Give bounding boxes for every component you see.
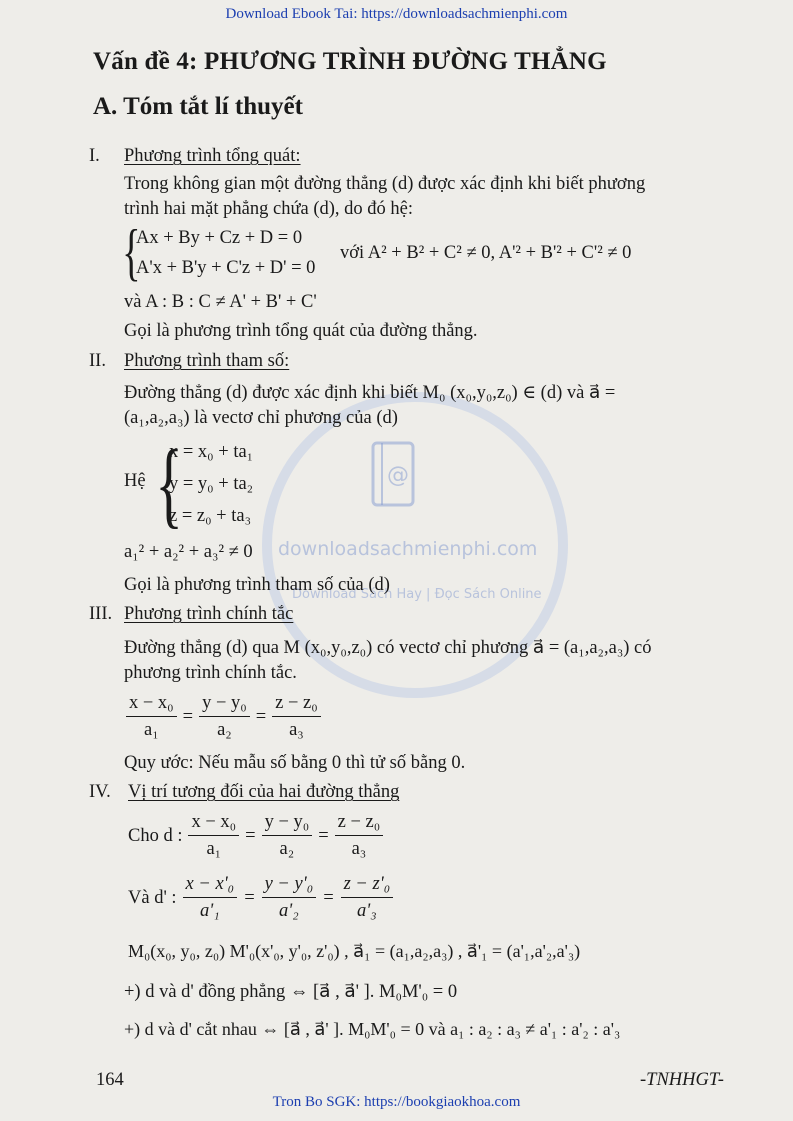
- part2-text-line1: Đường thẳng (d) được xác định khi biết M₀ (x₀,y₀,z₀) ∈ (d) và a⃗ =: [124, 383, 616, 403]
- brace: {: [155, 430, 183, 537]
- part1-conclusion: Gọi là phương trình tổng quát của đường thẳng.: [124, 321, 478, 341]
- watermark-text: downloadsachmienphi.com: [278, 538, 538, 560]
- part1-heading: Phương trình tổng quát:: [124, 146, 301, 166]
- part1-text-line1: Trong không gian một đường thẳng (d) được xác định khi biết phương: [124, 174, 646, 194]
- part4-line-dprime: Và d' : $\frac{\text{x − x'₀}}{\text{a'₁}}$ = $\frac{\text{y − y'₀}}{\text{a'₂}}$ = $\frac{\text{z − z'₀}}{\text{a'₃}}$: [124, 874, 395, 922]
- part4-number: IV.: [89, 782, 111, 802]
- footer-sgk-link[interactable]: Tron Bo SGK: https://bookgiaokhoa.com: [272, 1094, 521, 1110]
- watermark-subtext: Download Sách Hay | Đọc Sách Online: [292, 587, 542, 602]
- part2-equation-x: x = x₀ + ta₁: [169, 442, 254, 462]
- fraction-x: $\frac{\text{x − x₀}}{\text{a₁}}$: [126, 693, 177, 741]
- part4-case-intersect: +) d và d' cắt nhau ⇔ [a⃗ , a⃗' ]. M₀M'₀ = 0 và a₁ : a₂ : a₃ ≠ a'₁ : a'₂ : a'₃: [124, 1019, 621, 1039]
- part1-condition: với A² + B² + C² ≠ 0, A'² + B'² + C'² ≠ 0: [340, 243, 632, 263]
- publisher-tag: -TNHHGT-: [640, 1070, 724, 1090]
- part1-text-line2: trình hai mặt phẳng chứa (d), do đó hệ:: [124, 199, 413, 219]
- part4-case-coplanar: +) d và d' đồng phẳng ⇔ [a⃗ , a⃗' ]. M₀M'₀ = 0: [124, 982, 458, 1002]
- brace: {: [122, 216, 141, 287]
- header-download-link[interactable]: Download Ebook Tai: https://downloadsachmienphi.com: [225, 6, 568, 22]
- part1-equation1: Ax + By + Cz + D = 0: [136, 228, 303, 248]
- part3-number: III.: [89, 604, 113, 624]
- part2-equation-z: z = z₀ + ta₃: [169, 506, 252, 526]
- part1-equation2: A'x + B'y + C'z + D' = 0: [136, 258, 316, 278]
- part3-text-line2: phương trình chính tắc.: [124, 663, 297, 683]
- page-number: 164: [96, 1070, 124, 1090]
- part2-condition: a₁² + a₂² + a₃² ≠ 0: [124, 542, 253, 562]
- part4-points: M₀(x₀, y₀, z₀) M'₀(x'₀, y'₀, z'₀) , a⃗₁ = (a₁,a₂,a₃) , a⃗'₁ = (a'₁,a'₂,a'₃): [128, 941, 581, 961]
- part2-conclusion: Gọi là phương trình tham số của (d): [124, 575, 390, 595]
- part2-equation-y: y = y₀ + ta₂: [169, 474, 254, 494]
- part4-heading: Vị trí tương đối của hai đường thẳng: [128, 782, 400, 802]
- part3-rule: Quy ước: Nếu mẫu số bằng 0 thì tử số bằng 0.: [124, 753, 466, 773]
- part3-canonical-equation: $\frac{\text{x − x₀}}{\text{a₁}}$ = $\frac{\text{y − y₀}}{\text{a₂}}$ = $\frac{\text{z − z₀}}{\text{a₃}}$: [124, 693, 323, 741]
- part1-number: I.: [89, 146, 100, 166]
- fraction-z: $\frac{\text{z − z₀}}{\text{a₃}}$: [272, 693, 321, 741]
- chapter-title: Vấn đề 4: PHƯƠNG TRÌNH ĐƯỜNG THẲNG: [93, 48, 607, 75]
- svg-text:@: @: [387, 463, 409, 488]
- part2-text-line2: (a₁,a₂,a₃) là vectơ chỉ phương của (d): [124, 408, 398, 428]
- part2-number: II.: [89, 351, 106, 371]
- part3-heading: Phương trình chính tắc: [124, 604, 294, 624]
- part3-text-line1: Đường thẳng (d) qua M (x₀,y₀,z₀) có vectơ chỉ phương a⃗ = (a₁,a₂,a₃) có: [124, 638, 652, 658]
- section-a-heading: A. Tóm tắt lí thuyết: [93, 93, 303, 120]
- part2-heading: Phương trình tham số:: [124, 351, 290, 371]
- part4-line-d: Cho d : $\frac{\text{x − x₀}}{\text{a₁}}$ = $\frac{\text{y − y₀}}{\text{a₂}}$ = $\frac{\text{z − z₀}}{\text{a₃}}$: [124, 812, 385, 860]
- part1-ratio: và A : B : C ≠ A' + B' + C': [124, 292, 317, 312]
- notebook-icon: [370, 440, 420, 510]
- part2-he-label: Hệ: [124, 471, 146, 491]
- fraction-y: $\frac{\text{y − y₀}}{\text{a₂}}$: [199, 693, 250, 741]
